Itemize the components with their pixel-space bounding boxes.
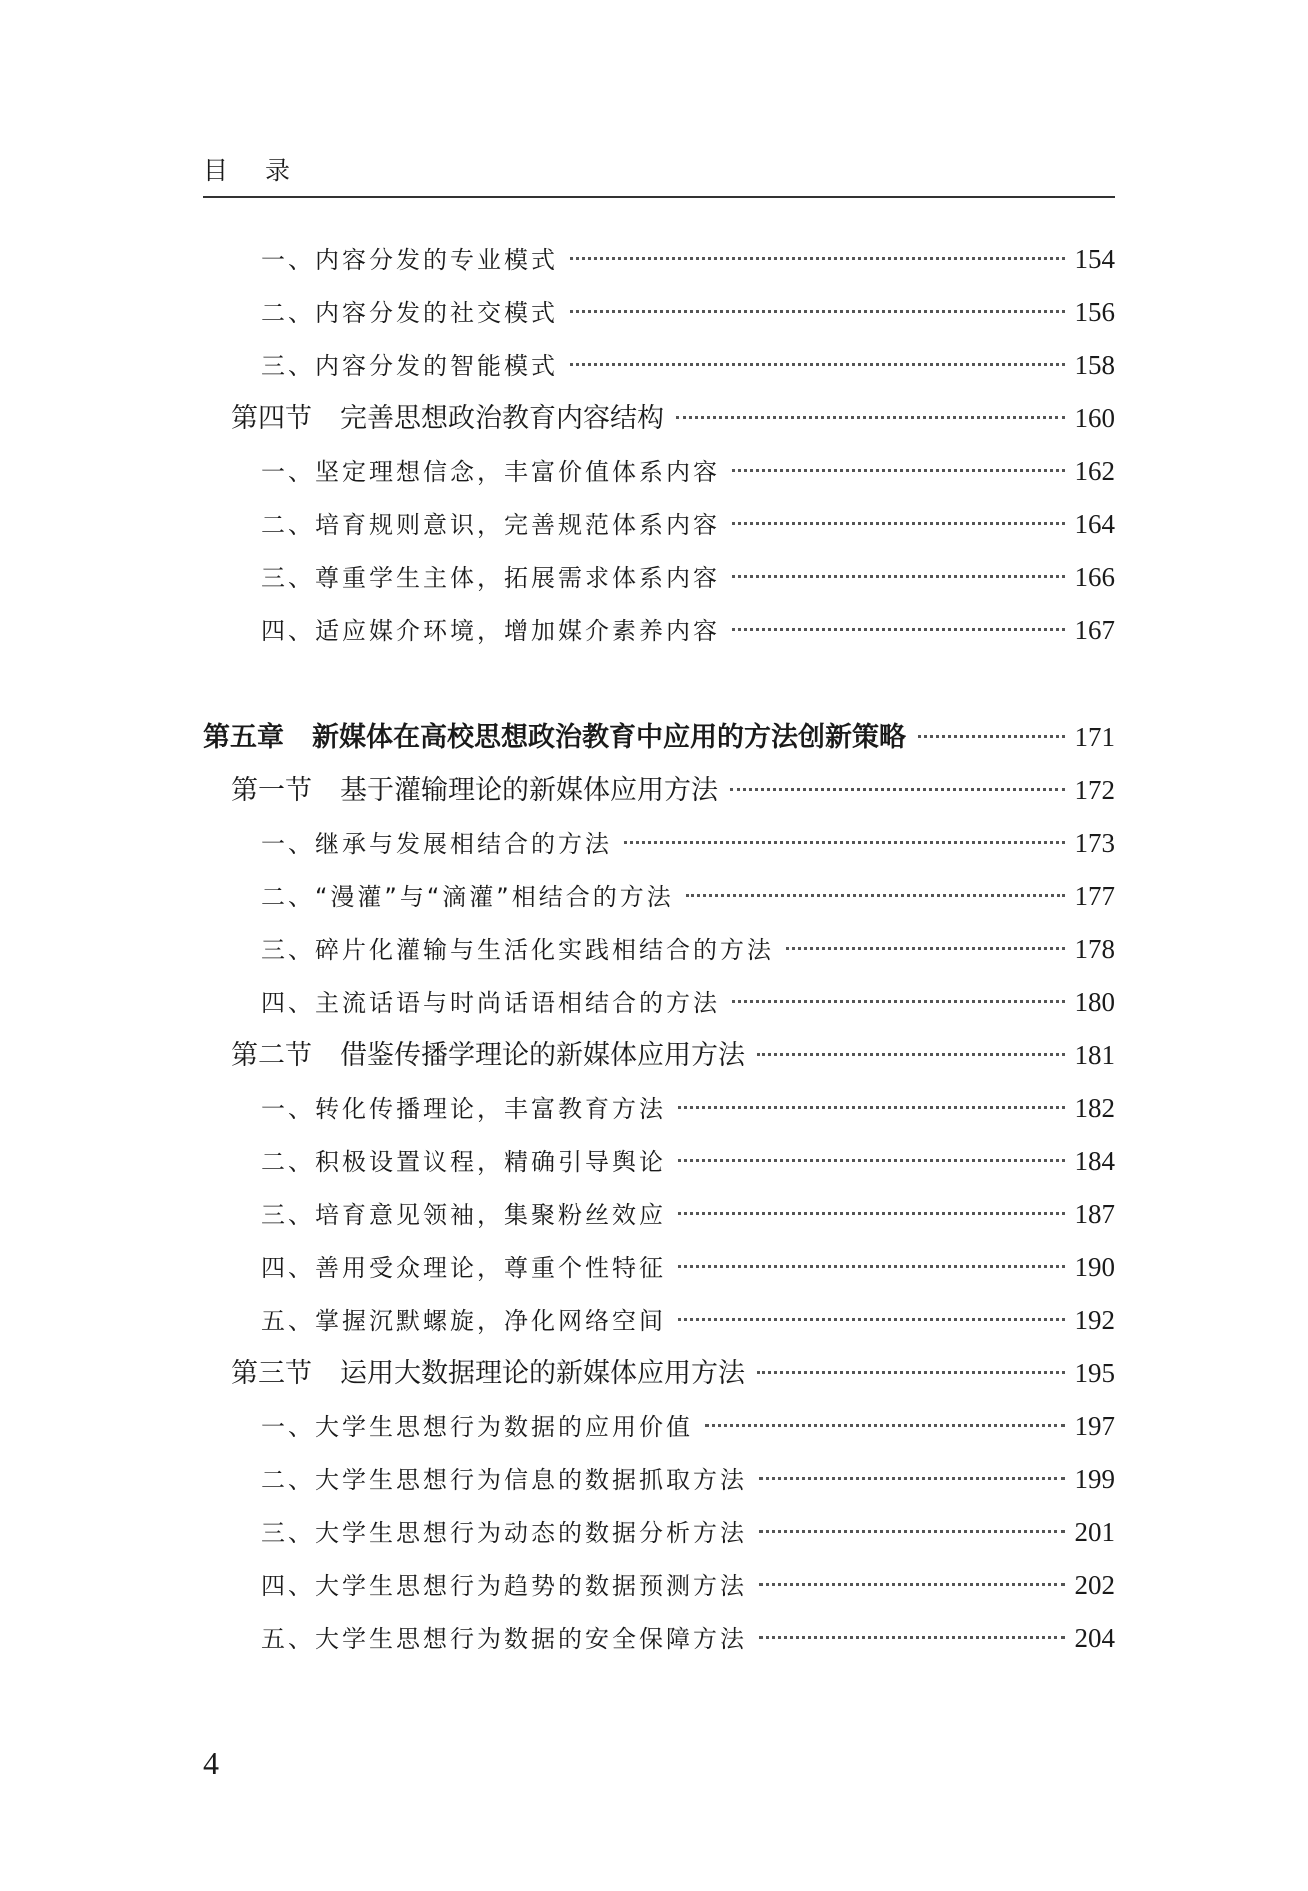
dot-leader bbox=[678, 1318, 1065, 1321]
toc-entry-title: 四、适应媒介环境，增加媒介素养内容 bbox=[261, 617, 720, 645]
toc-entry-title: 一、大学生思想行为数据的应用价值 bbox=[261, 1413, 693, 1441]
toc-section-entry[interactable] bbox=[203, 764, 1115, 817]
dot-leader bbox=[705, 1424, 1065, 1427]
toc-entry-title: 一、坚定理想信念，丰富价值体系内容 bbox=[261, 458, 720, 486]
dot-leader bbox=[570, 363, 1065, 366]
dot-leader bbox=[678, 1159, 1065, 1162]
dot-leader bbox=[759, 1530, 1065, 1533]
toc-entry-page: 190 bbox=[1074, 1252, 1115, 1282]
toc-entry-title: 一、转化传播理论，丰富教育方法 bbox=[261, 1095, 666, 1123]
toc-entry-title: 四、大学生思想行为趋势的数据预测方法 bbox=[261, 1572, 747, 1600]
toc-entry-page: 187 bbox=[1074, 1199, 1115, 1229]
section-number: 第四节 bbox=[231, 403, 312, 434]
toc-entry-page: 181 bbox=[1074, 1040, 1115, 1070]
toc-entry-page: 167 bbox=[1074, 615, 1115, 645]
toc-entry-title: 五、大学生思想行为数据的安全保障方法 bbox=[261, 1625, 747, 1653]
toc-section-entry[interactable] bbox=[203, 1347, 1115, 1400]
toc-entry-title: 二、积极设置议程，精确引导舆论 bbox=[261, 1148, 666, 1176]
toc-entry-page: 184 bbox=[1074, 1146, 1115, 1176]
toc-entry[interactable] bbox=[203, 286, 1115, 339]
chapter-title-text: 新媒体在高校思想政治教育中应用的方法创新策略 bbox=[312, 722, 906, 753]
header-title: 目录 bbox=[203, 156, 328, 185]
toc-entry-title: 四、主流话语与时尚话语相结合的方法 bbox=[261, 989, 720, 1017]
toc-section-entry[interactable] bbox=[203, 1029, 1115, 1082]
toc-entry[interactable] bbox=[203, 1294, 1115, 1347]
dot-leader bbox=[624, 841, 1065, 844]
dot-leader bbox=[757, 1053, 1065, 1056]
toc-entry[interactable] bbox=[203, 1241, 1115, 1294]
page-number: 4 bbox=[203, 1745, 219, 1781]
section-title-text: 完善思想政治教育内容结构 bbox=[340, 403, 664, 434]
toc-entry[interactable] bbox=[203, 976, 1115, 1029]
toc-section-title bbox=[203, 392, 664, 445]
dot-leader bbox=[678, 1212, 1065, 1215]
dot-leader bbox=[732, 522, 1065, 525]
table-of-contents bbox=[203, 233, 1115, 1665]
toc-entry-page: 180 bbox=[1074, 987, 1115, 1017]
dot-leader bbox=[730, 788, 1065, 791]
section-number: 第二节 bbox=[231, 1040, 312, 1071]
toc-entry-page: 171 bbox=[1074, 722, 1115, 752]
toc-entry-title: 四、善用受众理论，尊重个性特征 bbox=[261, 1254, 666, 1282]
dot-leader bbox=[732, 469, 1065, 472]
dot-leader bbox=[570, 257, 1065, 260]
toc-entry-page: 164 bbox=[1074, 509, 1115, 539]
toc-entry[interactable] bbox=[203, 604, 1115, 657]
toc-entry[interactable] bbox=[203, 870, 1115, 923]
section-title-text: 基于灌输理论的新媒体应用方法 bbox=[340, 775, 718, 806]
toc-section-entry[interactable] bbox=[203, 392, 1115, 445]
toc-section-title bbox=[203, 1347, 745, 1400]
toc-entry-page: 160 bbox=[1074, 403, 1115, 433]
toc-entry[interactable] bbox=[203, 817, 1115, 870]
dot-leader bbox=[757, 1371, 1065, 1374]
toc-entry-page: 182 bbox=[1074, 1093, 1115, 1123]
toc-entry[interactable] bbox=[203, 923, 1115, 976]
toc-entry-title: 三、尊重学生主体，拓展需求体系内容 bbox=[261, 564, 720, 592]
toc-entry-title: 二、大学生思想行为信息的数据抓取方法 bbox=[261, 1466, 747, 1494]
toc-entry-page: 154 bbox=[1074, 244, 1115, 274]
toc-entry-page: 173 bbox=[1074, 828, 1115, 858]
toc-entry-title: 一、内容分发的专业模式 bbox=[261, 246, 558, 274]
toc-entry-page: 192 bbox=[1074, 1305, 1115, 1335]
toc-entry-title: 二、内容分发的社交模式 bbox=[261, 299, 558, 327]
chapter-number: 第五章 bbox=[203, 722, 284, 753]
toc-entry[interactable] bbox=[203, 1188, 1115, 1241]
toc-entry-title: 一、继承与发展相结合的方法 bbox=[261, 830, 612, 858]
toc-entry[interactable] bbox=[203, 339, 1115, 392]
dot-leader bbox=[678, 1265, 1065, 1268]
dot-leader bbox=[786, 947, 1065, 950]
toc-entry-page: 199 bbox=[1074, 1464, 1115, 1494]
toc-entry-page: 202 bbox=[1074, 1570, 1115, 1600]
toc-entry-page: 197 bbox=[1074, 1411, 1115, 1441]
toc-entry-page: 162 bbox=[1074, 456, 1115, 486]
toc-chapter-title bbox=[203, 711, 906, 764]
dot-leader bbox=[570, 310, 1065, 313]
toc-entry[interactable] bbox=[203, 1559, 1115, 1612]
dot-leader bbox=[732, 575, 1065, 578]
dot-leader bbox=[686, 894, 1065, 897]
toc-entry-title: 三、大学生思想行为动态的数据分析方法 bbox=[261, 1519, 747, 1547]
toc-entry[interactable] bbox=[203, 551, 1115, 604]
toc-entry-page: 158 bbox=[1074, 350, 1115, 380]
chapter-gap bbox=[203, 657, 1115, 711]
toc-entry-title: 三、培育意见领袖，集聚粉丝效应 bbox=[261, 1201, 666, 1229]
toc-entry-page: 166 bbox=[1074, 562, 1115, 592]
toc-entry-title: 二、“漫灌”与“滴灌”相结合的方法 bbox=[261, 883, 674, 911]
toc-entry-page: 204 bbox=[1074, 1623, 1115, 1653]
dot-leader bbox=[918, 735, 1065, 738]
toc-entry-title: 五、掌握沉默螺旋，净化网络空间 bbox=[261, 1307, 666, 1335]
toc-entry-page: 195 bbox=[1074, 1358, 1115, 1388]
dot-leader bbox=[759, 1583, 1065, 1586]
section-title-text: 运用大数据理论的新媒体应用方法 bbox=[340, 1358, 745, 1389]
toc-entry-title: 二、培育规则意识，完善规范体系内容 bbox=[261, 511, 720, 539]
toc-chapter-entry[interactable] bbox=[203, 711, 1115, 764]
running-header bbox=[203, 152, 1115, 198]
dot-leader bbox=[678, 1106, 1065, 1109]
toc-entry[interactable] bbox=[203, 1082, 1115, 1135]
toc-entry-page: 177 bbox=[1074, 881, 1115, 911]
toc-entry[interactable] bbox=[203, 1135, 1115, 1188]
toc-entry[interactable] bbox=[203, 1453, 1115, 1506]
toc-entry-title: 三、碎片化灌输与生活化实践相结合的方法 bbox=[261, 936, 774, 964]
dot-leader bbox=[732, 1000, 1065, 1003]
toc-entry-page: 201 bbox=[1074, 1517, 1115, 1547]
toc-entry-page: 156 bbox=[1074, 297, 1115, 327]
section-number: 第三节 bbox=[231, 1358, 312, 1389]
section-title-text: 借鉴传播学理论的新媒体应用方法 bbox=[340, 1040, 745, 1071]
toc-entry[interactable] bbox=[203, 1400, 1115, 1453]
toc-entry-title: 三、内容分发的智能模式 bbox=[261, 352, 558, 380]
dot-leader bbox=[759, 1636, 1065, 1639]
dot-leader bbox=[676, 416, 1065, 419]
toc-entry[interactable] bbox=[203, 445, 1115, 498]
toc-entry[interactable] bbox=[203, 498, 1115, 551]
toc-section-title bbox=[203, 1029, 745, 1082]
toc-entry[interactable] bbox=[203, 233, 1115, 286]
toc-entry-page: 178 bbox=[1074, 934, 1115, 964]
toc-entry-page: 172 bbox=[1074, 775, 1115, 805]
toc-entry[interactable] bbox=[203, 1506, 1115, 1559]
dot-leader bbox=[759, 1477, 1065, 1480]
toc-entry[interactable] bbox=[203, 1612, 1115, 1665]
section-number: 第一节 bbox=[231, 775, 312, 806]
dot-leader bbox=[732, 628, 1065, 631]
toc-section-title bbox=[203, 764, 718, 817]
